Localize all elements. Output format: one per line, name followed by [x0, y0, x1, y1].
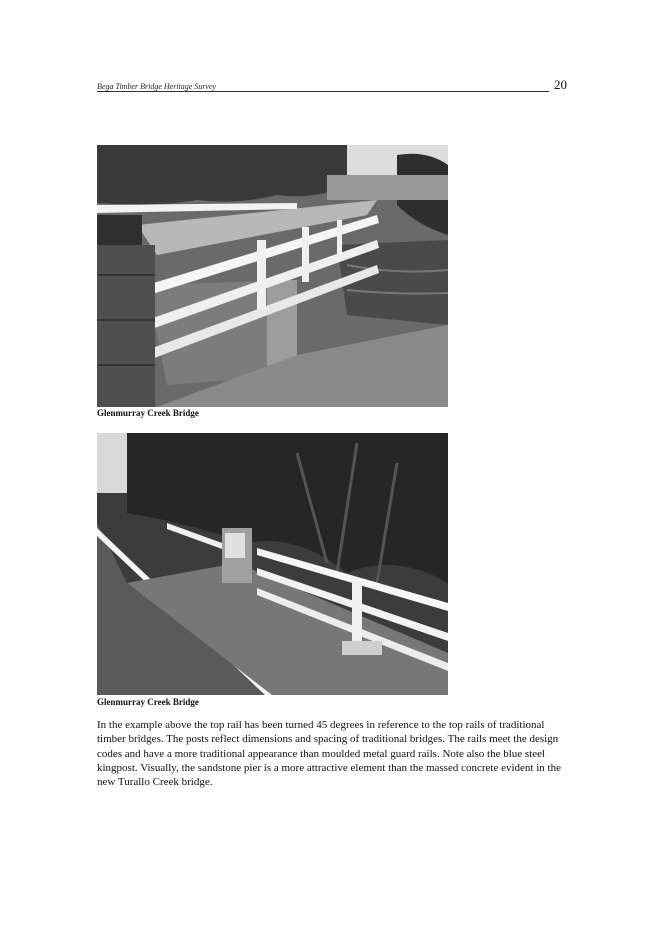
- header-rule: [97, 91, 549, 92]
- bridge-photo-1: [97, 145, 448, 407]
- figure-caption-1: Glenmurray Creek Bridge: [97, 408, 199, 418]
- page-header: [97, 79, 567, 93]
- page-number: 20: [554, 77, 567, 92]
- figure-caption-2: Glenmurray Creek Bridge: [97, 697, 199, 707]
- bridge-photo-2-image: [97, 433, 448, 695]
- document-title: Bega Timber Bridge Heritage Survey: [97, 82, 217, 91]
- bridge-photo-2: [97, 433, 448, 695]
- body-paragraph: In the example above the top rail has been turned 45 degrees in reference to the top rails of traditional timber bridges. The posts reflect dimensions and spacing of traditional bridges. The rails meet the design codes and have a more traditional appearance than moulded metal guard rails. Note also the blue steel kingpost. Visually, the sandstone pier is a more attractive element than the massed concrete evident in the new Turallo Creek bridge.: [97, 719, 561, 789]
- bridge-photo-1-image: [97, 145, 448, 407]
